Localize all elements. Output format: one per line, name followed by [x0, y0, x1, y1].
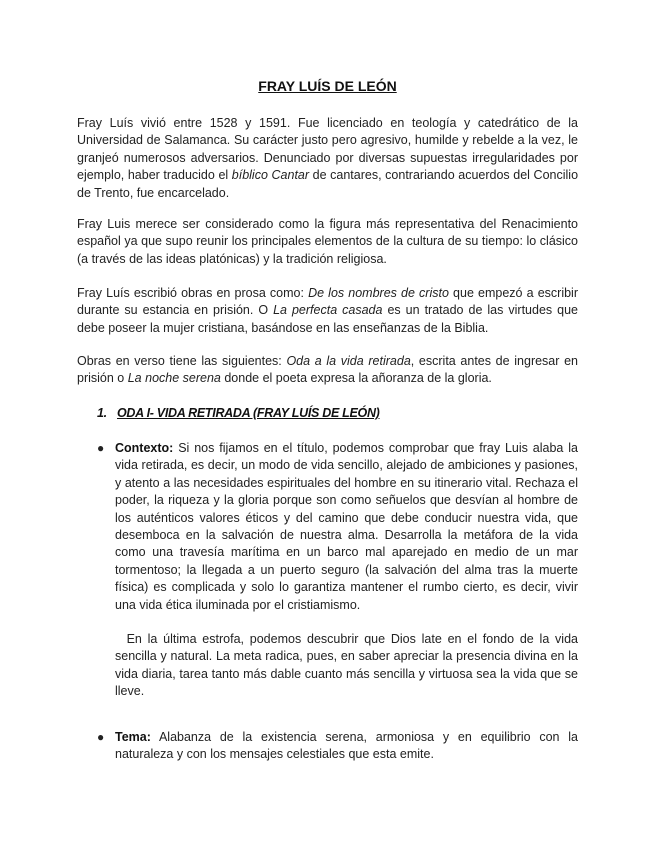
bullet-text: Si nos fijamos en el título, podemos comprobar que fray Luis alaba la vida retirada, es decir, un modo de vida sencillo, alejado de ambiciones y pasiones, y atento a las necesidades espirituales del hombre en su itinerario vital. Rechaza el poder, la riqueza y la gloria porque son como señuelos que desvían al hombre de los auténticos valores éticos y del camino que debe conducir nuestra vida, que desemboca en la salvación de nuestra alma. Desarrolla la metáfora de la vida como una travesía marítima en un barco mal aparejado en medio de un mar tormentoso; la llegada a un puerto seguro (la salvación del alma tras la muerte física) es complicada y solo lo garantiza mantener el rumbo cierto, es decir, vivir una vida ética iluminada por el cristiamismo.: [115, 441, 578, 612]
section-title: ODA I- VIDA RETIRADA (FRAY LUÍS DE LEÓN): [117, 406, 380, 420]
list-item: [97, 729, 578, 764]
text-run: Fray Luís escribió obras en prosa como:: [77, 286, 309, 300]
text-run: Fray Luís vivió entre 1528 y 1591. Fue licenciado en teología y catedrático de la Universidad de Salamanca. Su carácter justo pero agresivo, humilde y rebelde a la vez, le granjeó numerosos adversarios. Denunciado por diversas supuestas irregularidades por ejemplo, haber traducido el: [77, 116, 578, 183]
paragraph-verse-works: [77, 353, 578, 388]
bullet-icon: ●: [97, 730, 105, 744]
section-heading: [97, 405, 380, 422]
text-run: de cantares, contrariando acuerdos del Concilio de Trento, fue encarcelado.: [77, 168, 579, 200]
italic-text: La perfecta casada: [273, 303, 383, 318]
page-title: FRAY LUÍS DE LEÓN: [258, 78, 397, 94]
paragraph-prose-works: [77, 285, 578, 337]
bullet-icon: ●: [97, 441, 105, 455]
text-run: que empezó a escribir durante su estancia en prisión. O: [77, 286, 578, 318]
bullet-label: Tema:: [115, 730, 151, 744]
italic-text: Oda a la vida retirada: [286, 354, 411, 368]
italic-text: De los nombres de cristo: [308, 286, 449, 300]
text-run: Obras en verso tiene las siguientes:: [77, 354, 287, 368]
bullet-text: Alabanza de la existencia serena, armoniosa y en equilibrio con la naturaleza y con los mensajes celestiales que esta emite.: [115, 730, 578, 762]
bullet-extra-paragraph: En la última estrofa, podemos descubrir que Dios late en el fondo de la vida sencilla y natural. La meta radica, pues, en saber apreciar la presencia divina en la vida diaria, tarea tanto más dable cuanto más sencilla y virtuosa sea la vida que se lleve.: [115, 632, 578, 699]
italic-text: La noche serena: [127, 371, 221, 386]
paragraph-renaissance: Fray Luis merece ser considerado como la figura más representativa del Renacimiento español ya que supo reunir los principales elementos de la cultura de su tiempo: lo clásico (a través de las ideas platónicas) y la tradición religiosa.: [77, 217, 578, 266]
list-item: [97, 440, 578, 701]
text-run: , escrita antes de ingresar en prisión o: [77, 354, 579, 386]
text-run: donde el poeta expresa la añoranza de la gloria.: [220, 371, 492, 386]
italic-text: bíblico Cantar: [231, 168, 310, 183]
paragraph-biography: [77, 115, 578, 202]
bullet-label: Contexto:: [115, 441, 174, 455]
text-run: es un tratado de las virtudes que debe poseer la mujer cristiana, basándose en las enseñanzas de la Biblia.: [77, 303, 578, 335]
section-number: 1.: [97, 406, 107, 420]
